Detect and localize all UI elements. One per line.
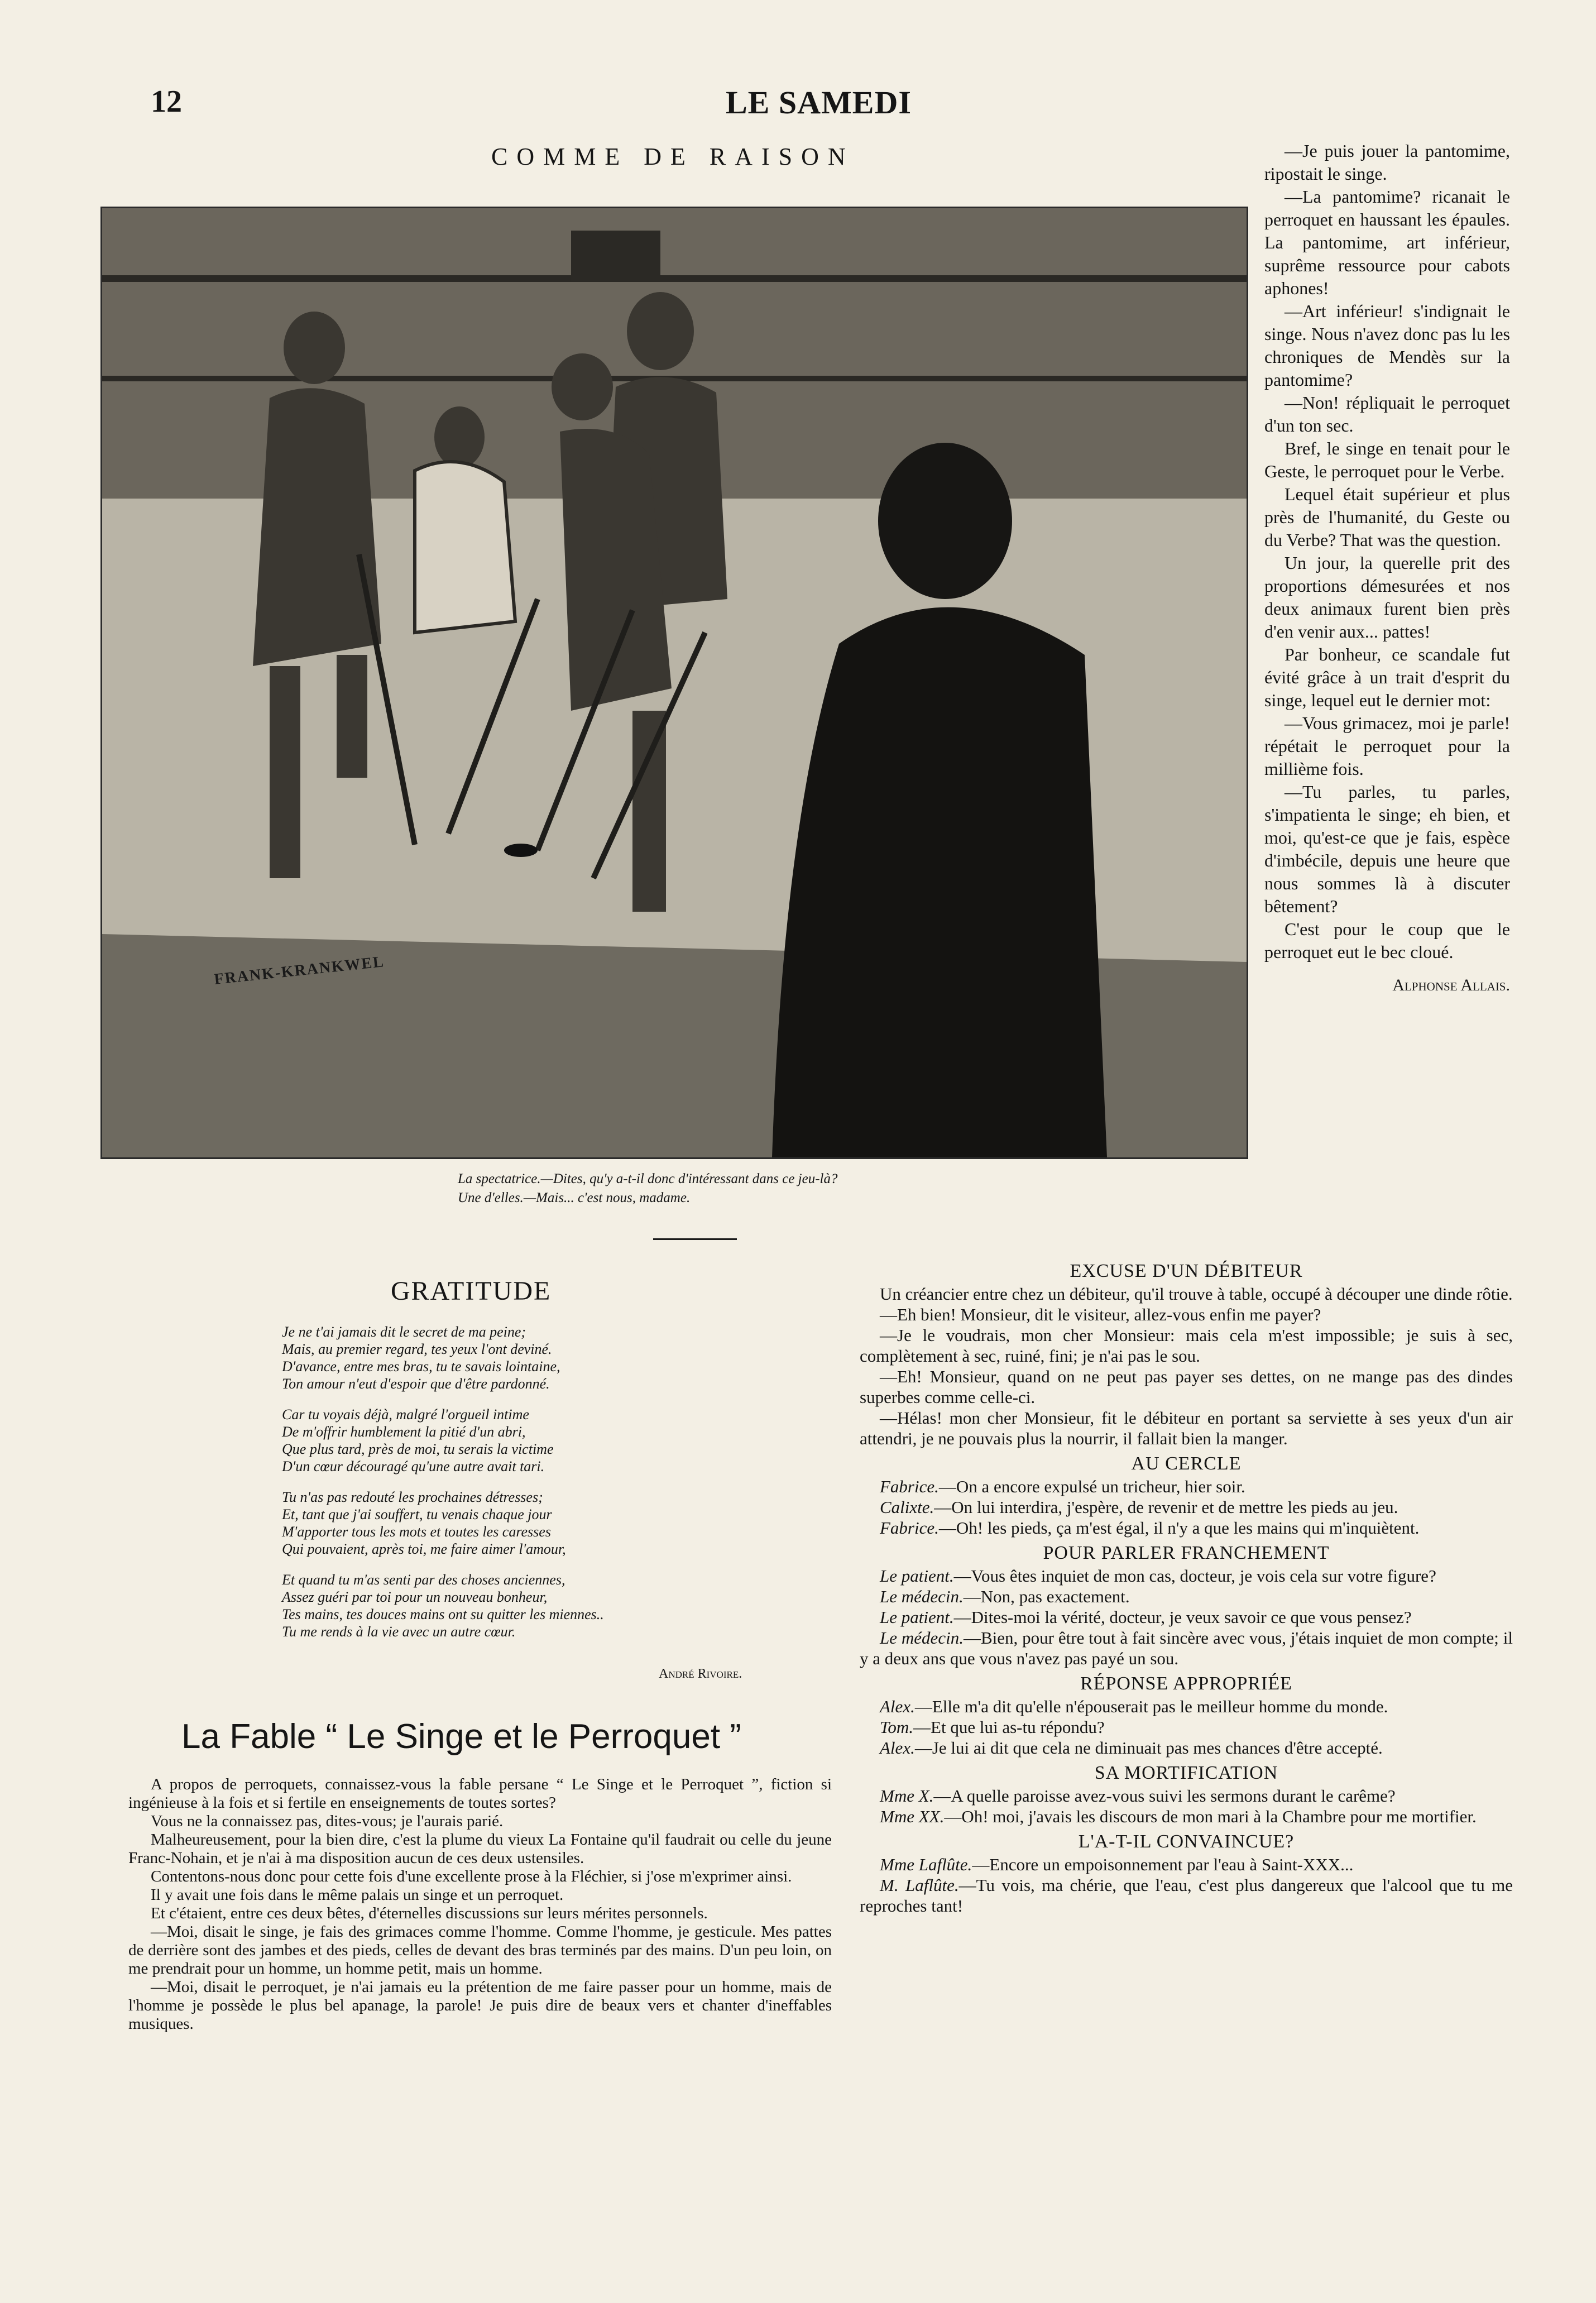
joke-line	[860, 1476, 1513, 1497]
ice-hockey-illustration	[100, 207, 1248, 1159]
poem-stanza	[282, 1323, 807, 1392]
joke-text: —A quelle paroisse avez-vous suivi les sermons durant le carême?	[933, 1786, 1396, 1806]
joke-speaker: Mme XX.	[880, 1807, 945, 1826]
joke-speaker: Alex.	[880, 1738, 915, 1758]
joke-line	[860, 1366, 1513, 1407]
story-paragraph: —La pantomime? ricanait le perroquet en haussant les épaules. La pantomime, art inférieur, suprême ressource pour cabots aphones!	[1264, 186, 1510, 298]
joke-speaker: Fabrice.	[880, 1518, 939, 1538]
joke-text: —Eh bien! Monsieur, dit le visiteur, allez-vous enfin me payer?	[880, 1305, 1321, 1324]
joke-line	[860, 1565, 1513, 1586]
fable-paragraph: Et c'étaient, entre ces deux bêtes, d'éternelles discussions sur leurs mérites personnels.	[151, 1904, 708, 1922]
fable-paragraph: —Moi, disait le singe, je fais des grimaces comme l'homme. Comme l'homme, je gesticule. Mes pattes de derrière sont des jambes et des pieds, celles de devant des bras terminés par des mains. D'un peu loin, on me prendrait pour un homme, un homme petit, mais un homme.	[128, 1923, 832, 1978]
joke-text: —On lui interdira, j'espère, de revenir et de mettre les pieds au jeu.	[934, 1497, 1398, 1517]
joke-line	[860, 1517, 1513, 1538]
joke-speaker: Mme X.	[880, 1786, 934, 1806]
joke-line	[860, 1304, 1513, 1325]
story-continuation-column	[1264, 140, 1510, 997]
poem-line: Ton amour n'eut d'espoir que d'être pardonné.	[282, 1376, 550, 1392]
poem-line: Je ne t'ai jamais dit le secret de ma peine;	[282, 1324, 526, 1340]
caption-speaker: Une d'elles.	[458, 1190, 524, 1205]
joke-line	[860, 1785, 1513, 1806]
poem-line: Tu me rends à la vie avec un autre cœur.	[282, 1624, 516, 1640]
fable-paragraph: Il y avait une fois dans le même palais un singe et un perroquet.	[151, 1886, 564, 1904]
poem-title: GRATITUDE	[391, 1276, 552, 1306]
joke-text: —Elle m'a dit qu'elle n'épouserait pas le meilleur homme du monde.	[914, 1697, 1388, 1716]
joke-text: —Et que lui as-tu répondu?	[913, 1717, 1105, 1737]
joke-speaker: Le médecin.	[880, 1628, 964, 1648]
joke-title: EXCUSE D'UN DÉBITEUR	[1070, 1261, 1303, 1281]
joke-speaker: Le médecin.	[880, 1587, 964, 1606]
story-author: Alphonse Allais.	[1392, 976, 1510, 994]
joke-speaker: Tom.	[880, 1717, 914, 1737]
poem-line: Tes mains, tes douces mains ont su quitter les miennes..	[282, 1606, 604, 1622]
poem-line: Qui pouvaient, après toi, me faire aimer l'amour,	[282, 1541, 566, 1557]
joke-text: —Hélas! mon cher Monsieur, fit le débiteur en portant sa serviette à ses yeux d'un air attendri, je ne pouvais plus la nourrir, il fallait bien la manger.	[860, 1408, 1513, 1448]
poem-line: De m'offrir humblement la pitié d'un abri,	[282, 1424, 526, 1440]
joke-text: —Eh! Monsieur, quand on ne peut pas payer ses dettes, on ne mange pas des dindes superbes comme celle-ci.	[860, 1367, 1513, 1407]
joke-text: —Vous êtes inquiet de mon cas, docteur, je vois cela sur votre figure?	[953, 1566, 1436, 1586]
joke-line	[860, 1854, 1513, 1875]
poem-stanza	[282, 1406, 807, 1475]
joke-line	[860, 1806, 1513, 1827]
joke-speaker: Calixte.	[880, 1497, 934, 1517]
story-paragraph: Un jour, la querelle prit des proportions démesurées et nos deux animaux furent bien près d'en venir aux... pattes!	[1264, 553, 1510, 641]
story-paragraph: —Tu parles, tu parles, s'impatienta le singe; eh bien, et moi, qu'est-ce que je fais, espèce d'imbécile, depuis une heure que nous sommes là à discuter bêtement?	[1264, 782, 1510, 916]
story-paragraph: —Non! répliquait le perroquet d'un ton sec.	[1264, 392, 1510, 435]
poem-line: Et, tant que j'ai souffert, tu venais chaque jour	[282, 1506, 552, 1522]
joke-speaker: M. Laflûte.	[880, 1875, 959, 1895]
joke-line	[860, 1717, 1513, 1737]
caption-text: —Dites, qu'y a-t-il donc d'intéressant dans ce jeu-là?	[540, 1171, 838, 1186]
poem-line: D'avance, entre mes bras, tu te savais lointaine,	[282, 1358, 560, 1375]
joke-text: —Bien, pour être tout à fait sincère avec vous, j'étais inquiet de mon compte; il y a deux ans que vous n'avez pas payé un sou.	[860, 1628, 1513, 1668]
joke-text: —On a encore expulsé un tricheur, hier soir.	[938, 1477, 1245, 1496]
joke-line	[860, 1586, 1513, 1607]
artist-signature: FRANK-KRANKWEL	[213, 953, 386, 988]
story-paragraph: C'est pour le coup que le perroquet eut le bec cloué.	[1264, 919, 1510, 962]
joke-title: L'A-T-IL CONVAINCUE?	[1078, 1831, 1295, 1852]
story-paragraph: Bref, le singe en tenait pour le Geste, le perroquet pour le Verbe.	[1264, 438, 1510, 481]
joke-text: —Encore un empoisonnement par l'eau à Saint-XXX...	[972, 1855, 1354, 1874]
fable-paragraph: A propos de perroquets, connaissez-vous la fable persane “ Le Singe et le Perroquet ”, fiction si ingénieuse à la fois et si fertile en enseignements de toutes sortes?	[128, 1775, 832, 1812]
page-number: 12	[151, 84, 182, 119]
joke-speaker: Le patient.	[880, 1607, 954, 1627]
caption-line	[458, 1189, 1183, 1208]
joke-line	[860, 1875, 1513, 1916]
fable-body	[128, 1775, 832, 2033]
poem-line: Car tu voyais déjà, malgré l'orgueil intime	[282, 1406, 529, 1423]
joke-speaker: Mme Laflûte.	[880, 1855, 972, 1874]
caption-speaker: La spectatrice.	[458, 1171, 541, 1186]
joke-speaker: Fabrice.	[880, 1477, 939, 1496]
joke-line	[860, 1407, 1513, 1449]
joke-title: SA MORTIFICATION	[1094, 1763, 1278, 1783]
joke-text: —Oh! les pieds, ça m'est égal, il n'y a que les mains qui m'inquiètent.	[938, 1518, 1420, 1538]
joke-text: —Je lui ai dit que cela ne diminuait pas mes chances d'être accepté.	[914, 1738, 1383, 1758]
joke-title: POUR PARLER FRANCHEMENT	[1043, 1543, 1330, 1563]
poem-line: Que plus tard, près de moi, tu serais la victime	[282, 1441, 554, 1457]
jokes-column	[860, 1256, 1513, 1916]
story-paragraph: —Art inférieur! s'indignait le singe. Nous n'avez donc pas lu les chroniques de Mendès sur la pantomime?	[1264, 301, 1510, 390]
joke-line	[860, 1325, 1513, 1366]
poem-line: Et quand tu m'as senti par des choses anciennes,	[282, 1572, 565, 1588]
fable-paragraph: —Moi, disait le perroquet, je n'ai jamais eu la prétention de me faire passer pour un homme, mais de l'homme je possède le plus bel apanage, la parole! Je puis dire de beaux vers et chanter d'ineffables musiques.	[128, 1978, 832, 2033]
poem-line: Assez guéri par toi pour un nouveau bonheur,	[282, 1589, 548, 1605]
joke-line	[860, 1737, 1513, 1758]
fable-paragraph: Vous ne la connaissez pas, dites-vous; je l'aurais parié.	[151, 1812, 504, 1830]
poem-line: D'un cœur découragé qu'une autre avait tari.	[282, 1458, 545, 1474]
poem-body	[282, 1323, 807, 1654]
illustration-caption	[458, 1170, 1183, 1208]
joke-text: —Dites-moi la vérité, docteur, je veux savoir ce que vous pensez?	[953, 1607, 1412, 1627]
joke-line	[860, 1696, 1513, 1717]
joke-text: —Non, pas exactement.	[963, 1587, 1130, 1606]
joke-line	[860, 1627, 1513, 1669]
joke-line	[860, 1497, 1513, 1517]
story-paragraph: —Vous grimacez, moi je parle! répétait le perroquet pour la millième fois.	[1264, 713, 1510, 779]
joke-speaker: Alex.	[880, 1697, 915, 1716]
caption-line	[458, 1170, 1183, 1189]
fable-title: La Fable “ Le Singe et le Perroquet ”	[181, 1717, 741, 1756]
fable-paragraph: Contentons-nous donc pour cette fois d'une excellente prose à la Fléchier, si j'ose m'exprimer ainsi.	[151, 1868, 792, 1885]
caption-text: —Mais... c'est nous, madame.	[523, 1190, 691, 1205]
separator-rule	[653, 1238, 737, 1240]
poem-line: Mais, au premier regard, tes yeux l'ont deviné.	[282, 1341, 552, 1357]
joke-text: —Oh! moi, j'avais les discours de mon mari à la Chambre pour me mortifier.	[944, 1807, 1477, 1826]
journal-title: LE SAMEDI	[726, 84, 912, 121]
poem-author: André Rivoire.	[659, 1667, 742, 1681]
joke-text: —Je le voudrais, mon cher Monsieur: mais cela m'est impossible; je suis à sec, complètement à sec, ruiné, fini; je n'ai pas le sou.	[860, 1325, 1513, 1366]
joke-text: —Tu vois, ma chérie, que l'eau, c'est plus dangereux que l'alcool que tu me reproches tant!	[860, 1875, 1513, 1916]
fable-paragraph: Malheureusement, pour la bien dire, c'est la plume du vieux La Fontaine qu'il faudrait ou celle du jeune Franc-Nohain, et je n'ai à ma disposition aucun de ces deux ustensiles.	[128, 1831, 832, 1867]
story-paragraph: —Je puis jouer la pantomime, ripostait le singe.	[1264, 141, 1510, 184]
poem-line: M'apporter tous les mots et toutes les caresses	[282, 1524, 551, 1540]
joke-text: Un créancier entre chez un débiteur, qu'il trouve à table, occupé à découper une dinde rôtie.	[880, 1284, 1513, 1304]
illustration-title: COMME DE RAISON	[491, 143, 855, 170]
joke-speaker: Le patient.	[880, 1566, 954, 1586]
joke-line	[860, 1284, 1513, 1304]
illustration-drawing	[102, 208, 1247, 1157]
poem-line: Tu n'as pas redouté les prochaines détresses;	[282, 1489, 543, 1505]
story-paragraph: Lequel était supérieur et plus près de l'humanité, du Geste ou du Verbe? That was the question.	[1264, 484, 1510, 550]
poem-stanza	[282, 1571, 807, 1640]
joke-title: RÉPONSE APPROPRIÉE	[1080, 1673, 1292, 1694]
joke-title: AU CERCLE	[1131, 1453, 1242, 1474]
poem-stanza	[282, 1488, 807, 1558]
joke-line	[860, 1607, 1513, 1627]
story-paragraph: Par bonheur, ce scandale fut évité grâce à un trait d'esprit du singe, lequel eut le dernier mot:	[1264, 644, 1510, 710]
